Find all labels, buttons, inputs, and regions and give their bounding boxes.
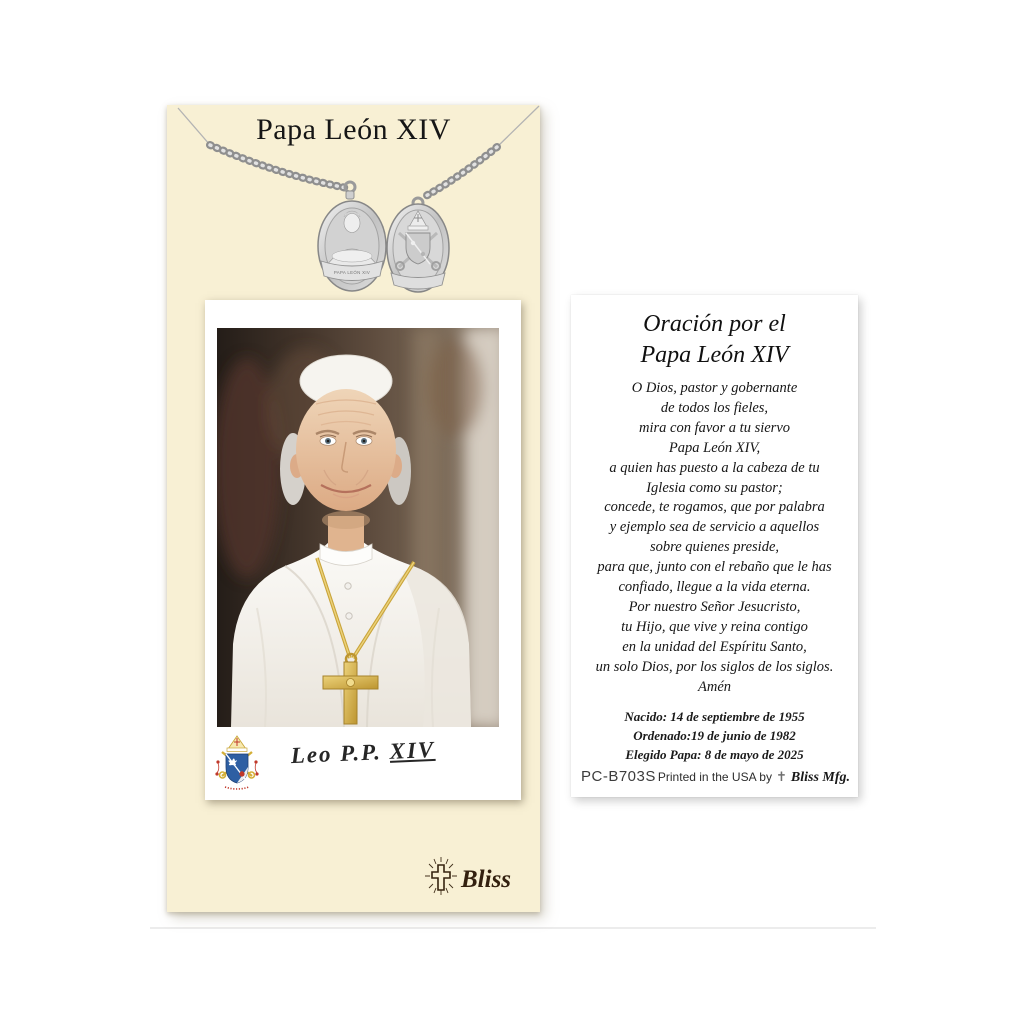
prayer-card-footer: [581, 768, 850, 786]
prayer-line: para que, junto con el rebaño que le has: [597, 559, 832, 576]
pope-photo: [217, 328, 499, 727]
printed-by-group: [658, 769, 850, 786]
bliss-cross-icon: [425, 857, 457, 895]
prayer-line: y ejemplo sea de servicio a aquellos: [609, 519, 820, 536]
signature-prefix: Leo P.P.: [290, 739, 383, 769]
prayer-card: [571, 295, 858, 797]
prayer-line: confiado, llegue a la vida eterna.: [618, 579, 811, 596]
brand-name: Bliss: [461, 866, 512, 893]
printer-name: Bliss Mfg.: [790, 770, 850, 785]
background-floor-line: [150, 927, 876, 929]
prayer-line: de todos los fieles,: [660, 399, 769, 416]
pope-portrait-medal: [318, 182, 386, 291]
prayer-line: un solo Dios, por los siglos de los siglos.: [595, 658, 834, 675]
fact-born: Nacido: 14 de septiembre de 1955: [624, 708, 805, 724]
prayer-line: sobre quienes preside,: [650, 539, 779, 556]
packaging-title: Papa León XIV: [256, 113, 451, 146]
prayer-line: tu Hijo, que vive y reina contigo: [621, 618, 808, 635]
photo-card: [205, 300, 521, 800]
necklace-with-medals: [167, 105, 540, 320]
prayer-text: [571, 379, 858, 698]
prayer-line: Iglesia como su pastor;: [646, 479, 783, 496]
papal-crest-medal: [387, 198, 449, 292]
item-code: PC-B703S: [581, 768, 656, 785]
prayer-title-line1: Oración por el: [643, 311, 786, 337]
bliss-logo: [421, 853, 521, 903]
prayer-line: Amén: [697, 678, 731, 695]
prayer-title: [571, 309, 858, 371]
prayer-line: concede, te rogamos, que por palabra: [604, 499, 825, 516]
chain-wire: [178, 106, 539, 147]
pope-facts: [571, 707, 858, 764]
prayer-line: O Dios, pastor y gobernante: [631, 380, 798, 396]
fact-ordained: Ordenado:19 de junio de 1982: [633, 727, 796, 743]
prayer-line: Papa León XIV,: [668, 439, 761, 456]
signature-numeral: XIV: [389, 736, 436, 764]
prayer-line: a quien has puesto a la cabeza de tu: [609, 459, 820, 476]
prayer-title-line2: Papa León XIV: [640, 342, 789, 368]
printer-cross-icon: ✝: [775, 769, 787, 784]
prayer-line: Por nuestro Señor Jesucristo,: [628, 598, 801, 615]
prayer-line: en la unidad del Espíritu Santo,: [622, 638, 807, 655]
printed-by-text: Printed in the USA by: [657, 770, 772, 784]
prayer-line: mira con favor a tu siervo: [638, 419, 791, 436]
medal-banner-text: PAPA LEÓN XIV: [333, 270, 371, 275]
fact-elected: Elegido Papa: 8 de mayo de 2025: [625, 746, 804, 762]
